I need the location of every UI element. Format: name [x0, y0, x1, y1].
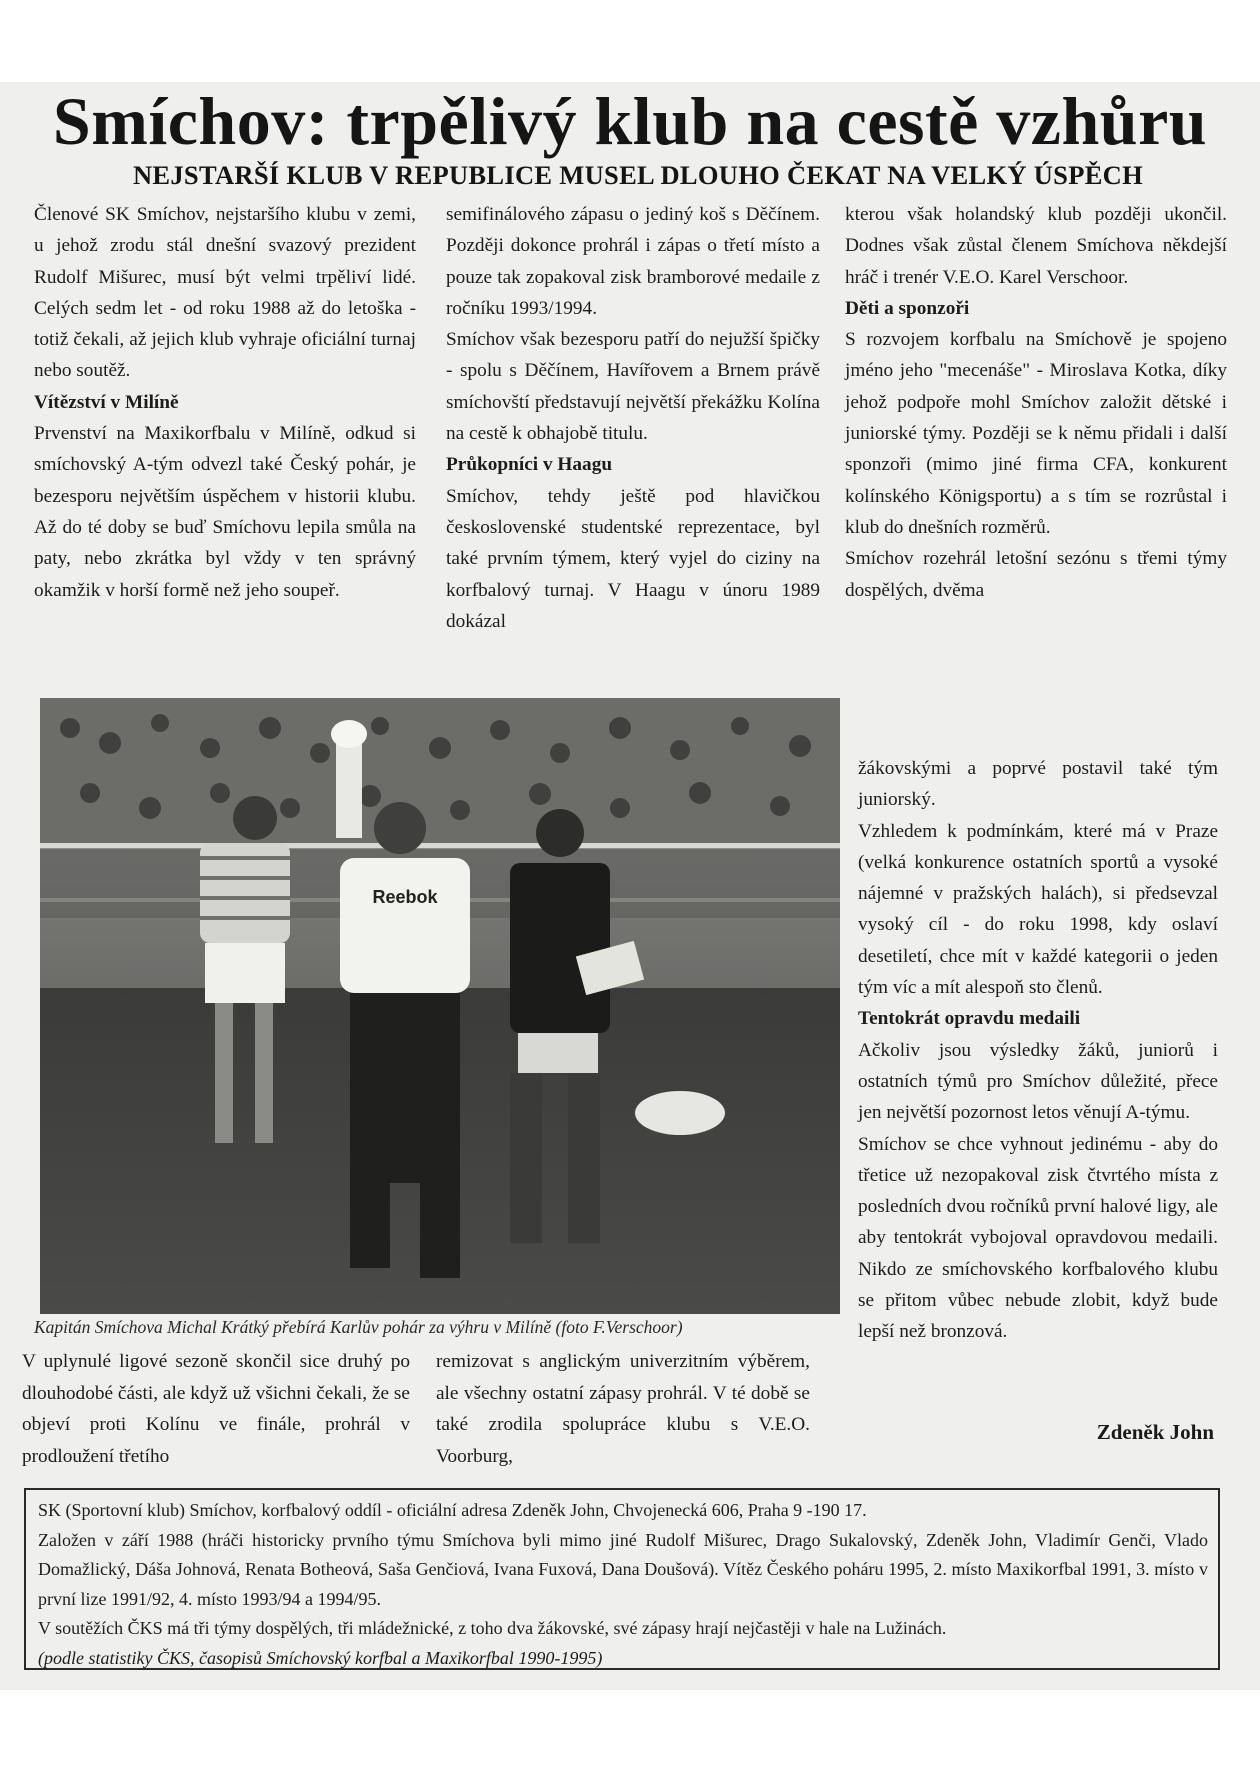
section-heading: Průkopníci v Haagu — [446, 454, 613, 476]
article-bottom-column-2 — [436, 1346, 810, 1472]
paragraph: semifinálového zápasu o jediný koš s Děčínem. Později dokonce prohrál i zápas o třetí místo a pouze tak zopakoval zisk bramborové medaile z ročníku 1993/1994. — [446, 204, 820, 319]
paragraph: Smíchov však bezesporu patří do nejužší špičky - spolu s Děčínem, Havířovem a Brnem právě smíchovští představují největší překážku Kolína na cestě k obhajobě titulu. — [446, 329, 820, 445]
photo-image — [40, 698, 840, 1314]
info-line-founded: Založen v září 1988 (hráči historicky prvního týmu Smíchova byli mimo jiné Rudolf Mišurec, Drago Sukalovský, Zdeněk John, Vladimír Genči, Vlado Domažlický, Dáša Johnová, Renata Botheová, Saša Genčiová, Ivana Fuxová, Dana Doušová). Vítěz Českého poháru 1995, 2. místo Maxikorfbal 1991, 3. místo v první lize 1991/92, 4. místo 1993/94 a 1994/95. — [38, 1529, 1208, 1609]
club-info-box — [24, 1488, 1220, 1670]
paragraph: Smíchov se chce vyhnout jedinému - aby do třetice už nezopakoval zisk čtvrtého místa z posledních dvou ročníků první halové ligy, ale aby tentokrát vybojoval opravdovou medaili. Nikdo ze smíchovského korfbalového klubu se přitom vůbec nebude zlobit, když bude lepší než bronzová. — [858, 1133, 1218, 1343]
paragraph: Členové SK Smíchov, nejstaršího klubu v zemi, u jehož zrodu stál dnešní svazový prezident Rudolf Mišurec, musí být velmi trpěliví lidé. Celých sedm let - od roku 1988 až do letoška - totiž čekali, až jejich klub vyhraje oficiální turnaj nebo soutěž. — [34, 204, 416, 382]
info-line-address: SK (Sportovní klub) Smíchov, korfbalový oddíl - oficiální adresa Zdeněk John, Chvojenecká 606, Praha 9 -190 17. — [38, 1500, 867, 1520]
article-photo — [40, 698, 840, 1314]
section-heading: Děti a sponzoři — [845, 297, 970, 319]
article-column-4 — [858, 753, 1218, 1348]
article-bottom-column-1 — [22, 1346, 410, 1472]
info-source: (podle statistiky ČKS, časopisů Smíchovský korfbal a Maxikorfbal 1990-1995) — [38, 1647, 603, 1668]
paragraph: Prvenství na Maxikorfbalu v Milíně, odkud si smíchovský A-tým odvezl také Český pohár, je bezesporu největším úspěchem v historii klubu. Až do té doby se buď Smíchovu lepila smůla na paty, nebo zkrátka byl vždy v ten správný okamžik v horší formě než jeho soupeř. — [34, 423, 416, 601]
info-line-teams: V soutěžích ČKS má tři týmy dospělých, tři mládežnické, z toho dva žákovské, své zápasy hrají nejčastěji v hale na Lužinách. — [38, 1618, 947, 1638]
paragraph: V uplynulé ligové sezoně skončil sice druhý po dlouhodobé části, ale když už všichni čekali, že se objeví proti Kolínu ve finále, prohrál v prodloužení třetího — [22, 1351, 410, 1467]
photo-caption: Kapitán Smíchova Michal Krátký přebírá Karlův pohár za výhru v Milíně (foto F.Verschoor) — [34, 1317, 683, 1337]
paragraph: Ačkoliv jsou výsledky žáků, juniorů i ostatních týmů pro Smíchov důležité, přece jen největší pozornost letos věnují A-týmu. — [858, 1039, 1218, 1124]
section-heading: Tentokrát opravdu medaili — [858, 1008, 1081, 1030]
paragraph: remizovat s anglickým univerzitním výběrem, ale všechny ostatní zápasy prohrál. V té době se také zrodila spolupráce klubu s V.E.O. Voorburg, — [436, 1351, 810, 1467]
paragraph: Vzhledem k podmínkám, které má v Praze (velká konkurence ostatních sportů a vysoké nájemné v pražských halách), si předsevzal vysoký cíl - do roku 1998, kdy oslaví desetiletí, chce mít v každé kategorii o jeden tým víc a mít alespoň sto členů. — [858, 820, 1218, 999]
paragraph: žákovskými a poprvé postavil také tým juniorský. — [858, 758, 1218, 811]
article-column-1 — [34, 199, 416, 606]
paragraph: Smíchov rozehrál letošní sezónu s třemi týmy dospělých, dvěma — [845, 548, 1227, 601]
section-heading: Vítězství v Milíně — [34, 391, 179, 413]
article-column-2 — [446, 199, 820, 637]
paragraph: kterou však holandský klub později ukončil. Dodnes však zůstal členem Smíchova někdejší hráč i trenér V.E.O. Karel Verschoor. — [845, 204, 1227, 288]
article-title: Smíchov: trpělivý klub na cestě vzhůru — [52, 83, 1208, 159]
author-signature: Zdeněk John — [1096, 1420, 1214, 1444]
shirt-logo: Reebok — [372, 887, 438, 907]
article-subtitle: NEJSTARŠÍ KLUB V REPUBLICE MUSEL DLOUHO ČEKAT NA VELKÝ ÚSPĚCH — [132, 160, 1144, 190]
article-column-3 — [845, 199, 1227, 606]
paragraph: Smíchov, tehdy ještě pod hlavičkou československé studentské reprezentace, byl také prvním týmem, který vyjel do ciziny na korfbalový turnaj. V Haagu v únoru 1989 dokázal — [446, 485, 820, 632]
paragraph: S rozvojem korfbalu na Smíchově je spojeno jméno jeho "mecenáše" - Miroslava Kotka, díky jehož podpoře mohl Smíchov založit dětské i juniorské týmy. Později se k němu přidali i další sponzoři (mimo jiné firma CFA, konkurent kolínského Königsportu) a s tím se rozrůstal i klub do dnešních rozměrů. — [845, 329, 1227, 538]
